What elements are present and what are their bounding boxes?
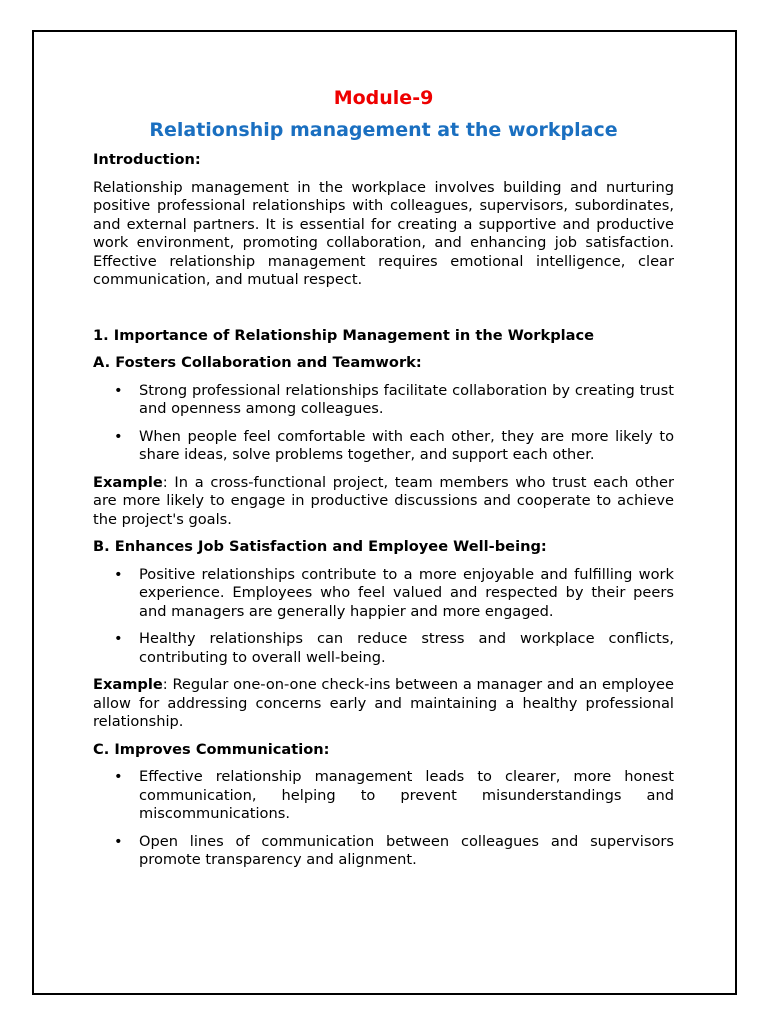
list-item-text: Open lines of communication between colleagues and supervisors promote transparency and alignment. (139, 832, 674, 868)
bullet-icon: • (114, 768, 123, 785)
list-item-text: When people feel comfortable with each other, they are more likely to share ideas, solve problems together, and support each other. (139, 427, 674, 463)
list-item (93, 833, 674, 870)
example-text: : Regular one-on-one check-ins between a manager and an employee allow for addressing concerns early and maintaining a healthy professional relationship. (93, 676, 674, 730)
module-label: Module-9 (333, 87, 434, 109)
example-text: : In a cross-functional project, team members who trust each other are more likely to engage in productive discussions and cooperate to achieve the project's goals. (93, 473, 674, 528)
subsection-c-heading: C. Improves Communication: (93, 740, 330, 758)
intro-heading: Introduction: (93, 151, 201, 168)
bullet-icon: • (114, 565, 123, 583)
subsection-a-heading: A. Fosters Collaboration and Teamwork: (93, 354, 422, 371)
list-item (93, 382, 674, 419)
bullet-icon: • (114, 832, 123, 850)
example-a (93, 474, 674, 530)
page-title: Relationship management at the workplace (149, 119, 618, 141)
list-item (93, 566, 674, 622)
example-b (93, 676, 674, 732)
subsection-b-list (93, 566, 674, 668)
list-item (93, 630, 674, 667)
bullet-icon: • (114, 630, 123, 647)
subsection-a-list (93, 382, 674, 465)
list-item (93, 428, 674, 465)
example-label: Example (93, 676, 163, 693)
example-label: Example (93, 473, 163, 491)
list-item-text: Effective relationship management leads to clearer, more honest communication, helping to prevent misunderstandings and miscommunications. (139, 768, 674, 822)
section-spacer (93, 299, 674, 327)
list-item-text: Positive relationships contribute to a more enjoyable and fulfilling work experience. Employees who feel valued and respected by their peers and managers are generally happier and more engaged. (139, 565, 674, 620)
subsection-b-heading: B. Enhances Job Satisfaction and Employee Well-being: (93, 538, 547, 555)
document-body (93, 86, 674, 879)
bullet-icon: • (114, 427, 123, 445)
list-item-text: Strong professional relationships facilitate collaboration by creating trust and openness among colleagues. (139, 381, 674, 417)
section-heading: 1. Importance of Relationship Management in the Workplace (93, 326, 595, 344)
list-item (93, 768, 674, 824)
list-item-text: Healthy relationships can reduce stress and workplace conflicts, contributing to overall well-being. (139, 630, 674, 666)
intro-paragraph: Relationship management in the workplace involves building and nurturing positive professional relationships with colleagues, supervisors, subordinates, and external partners. It is essential for creating a supportive and productive work environment, promoting collaboration, and enhancing job satisfaction. Effective relationship management requires emotional intelligence, clear communication, and mutual respect. (93, 178, 674, 288)
subsection-c-list (93, 768, 674, 870)
bullet-icon: • (114, 381, 123, 399)
